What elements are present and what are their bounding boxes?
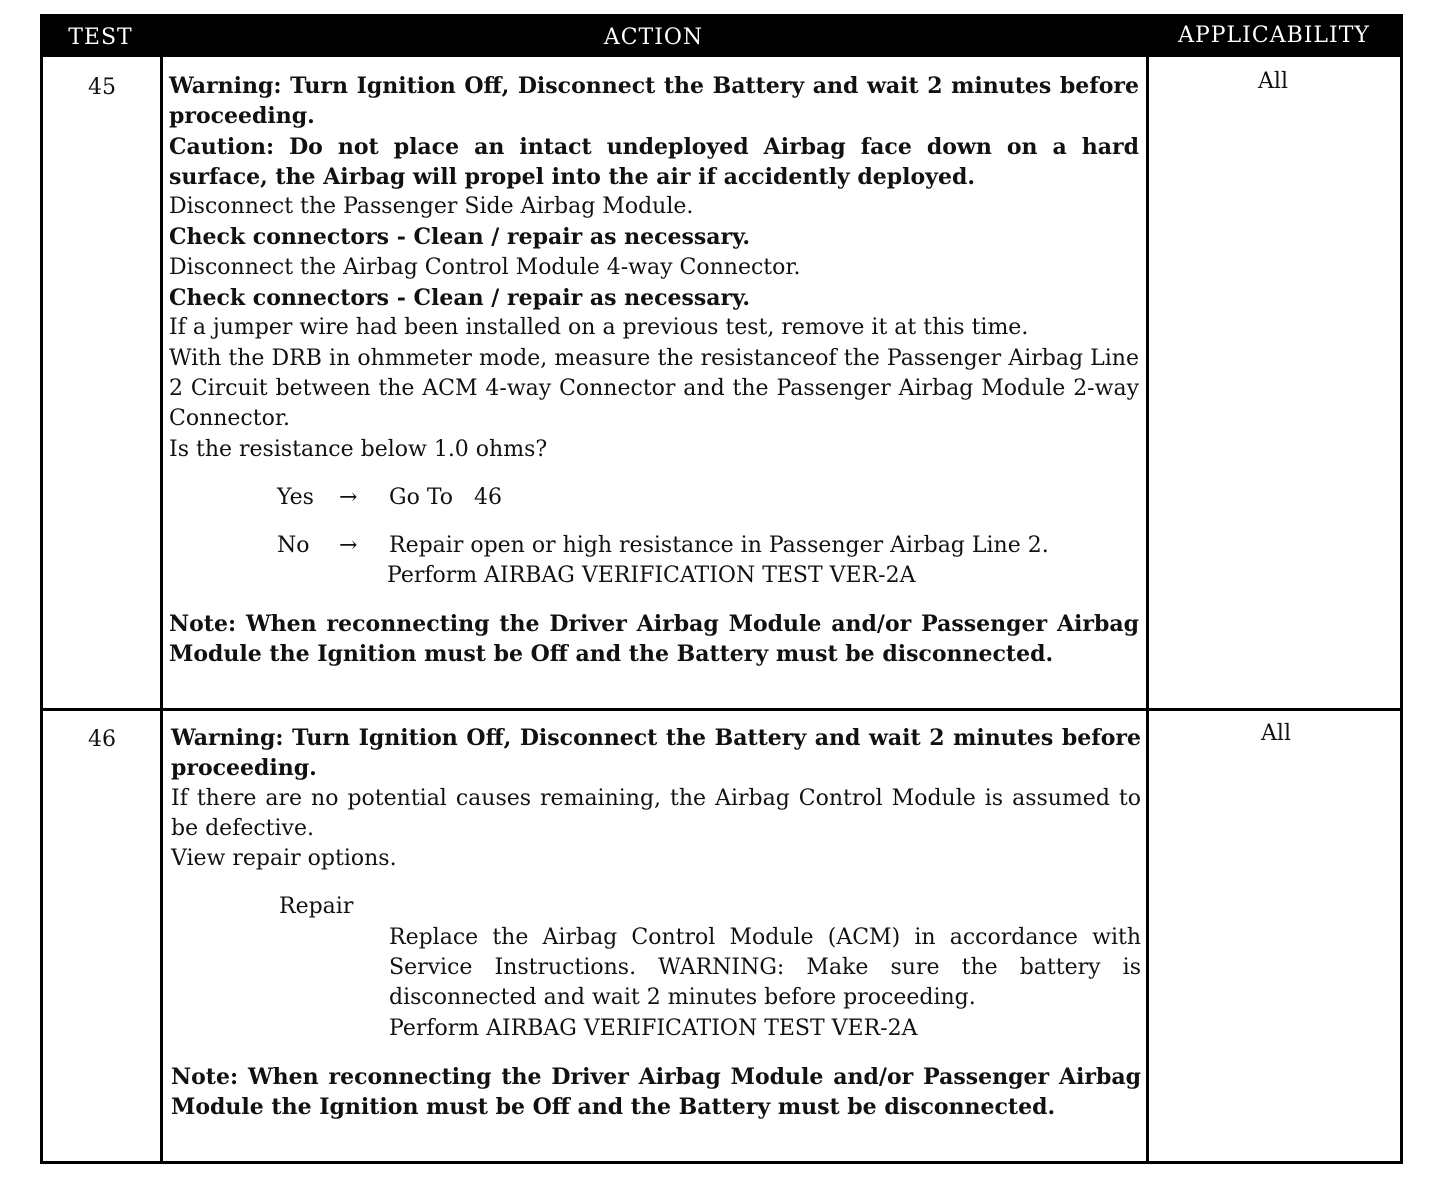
header-action: ACTION — [603, 25, 704, 50]
applicability-value: All — [1261, 721, 1291, 746]
warning-text: Warning: Turn Ignition Off, Disconnect the Battery and wait 2 minutes before proceeding. — [171, 725, 1141, 782]
column-divider — [1146, 57, 1149, 1164]
no-option — [169, 531, 1139, 561]
repair-text: Replace the Airbag Control Module (ACM) in accordance with Service Instructions. WARNING: Make sure the battery is disconnected and wait 2 minutes before proceeding. — [389, 924, 1141, 1011]
test-number: 46 — [88, 727, 116, 752]
arrow-icon: → — [339, 484, 358, 510]
yes-result: Go To 46 — [389, 484, 502, 510]
note-text: Note: When reconnecting the Driver Airbag Module and/or Passenger Airbag Module the Ignition must be Off and the Battery must be disconnected. — [169, 611, 1139, 668]
row-divider — [43, 708, 1400, 711]
step-text: Disconnect the Passenger Side Airbag Module. — [169, 194, 694, 220]
test-table — [40, 14, 1403, 1164]
table-header — [43, 17, 1400, 57]
step-text: Disconnect the Airbag Control Module 4-way Connector. — [169, 254, 801, 280]
check-text: Check connectors - Clean / repair as necessary. — [169, 224, 751, 251]
warning-text: Warning: Turn Ignition Off, Disconnect the Battery and wait 2 minutes before proceeding. — [169, 73, 1139, 130]
step-text: If there are no potential causes remaining, the Airbag Control Module is assumed to be defective. — [171, 785, 1141, 841]
applicability-value: All — [1258, 69, 1288, 94]
question-text: Is the resistance below 1.0 ohms? — [169, 436, 548, 462]
yes-option — [169, 483, 1139, 513]
arrow-icon: → — [339, 532, 358, 558]
no-label: No — [277, 532, 310, 558]
yes-label: Yes — [277, 484, 314, 510]
no-result: Repair open or high resistance in Passenger Airbag Line 2. — [389, 532, 1049, 558]
step-text: View repair options. — [171, 846, 397, 872]
step-text: If a jumper wire had been installed on a previous test, remove it at this time. — [169, 315, 1029, 341]
action-cell — [169, 71, 1139, 670]
header-test: TEST — [68, 25, 133, 50]
action-cell — [171, 723, 1141, 1123]
caution-text: Caution: Do not place an intact undeployed Airbag face down on a hard surface, the Airbag will propel into the air if accidently deployed. — [169, 133, 1139, 190]
repair-label: Repair — [279, 894, 354, 920]
column-divider — [160, 57, 163, 1164]
note-text: Note: When reconnecting the Driver Airbag Module and/or Passenger Airbag Module the Ignition must be Off and the Battery must be disconnected. — [171, 1063, 1141, 1121]
repair-verify: Perform AIRBAG VERIFICATION TEST VER-2A — [389, 1015, 918, 1041]
step-text: With the DRB in ohmmeter mode, measure the resistanceof the Passenger Airbag Line 2 Circuit between the ACM 4-way Connector and the Passenger Airbag Module 2-way Connector. — [169, 345, 1139, 432]
header-applicability: APPLICABILITY — [1178, 23, 1370, 48]
check-text: Check connectors - Clean / repair as necessary. — [169, 285, 751, 312]
test-number: 45 — [88, 75, 116, 100]
no-result-verify: Perform AIRBAG VERIFICATION TEST VER-2A — [387, 562, 916, 588]
